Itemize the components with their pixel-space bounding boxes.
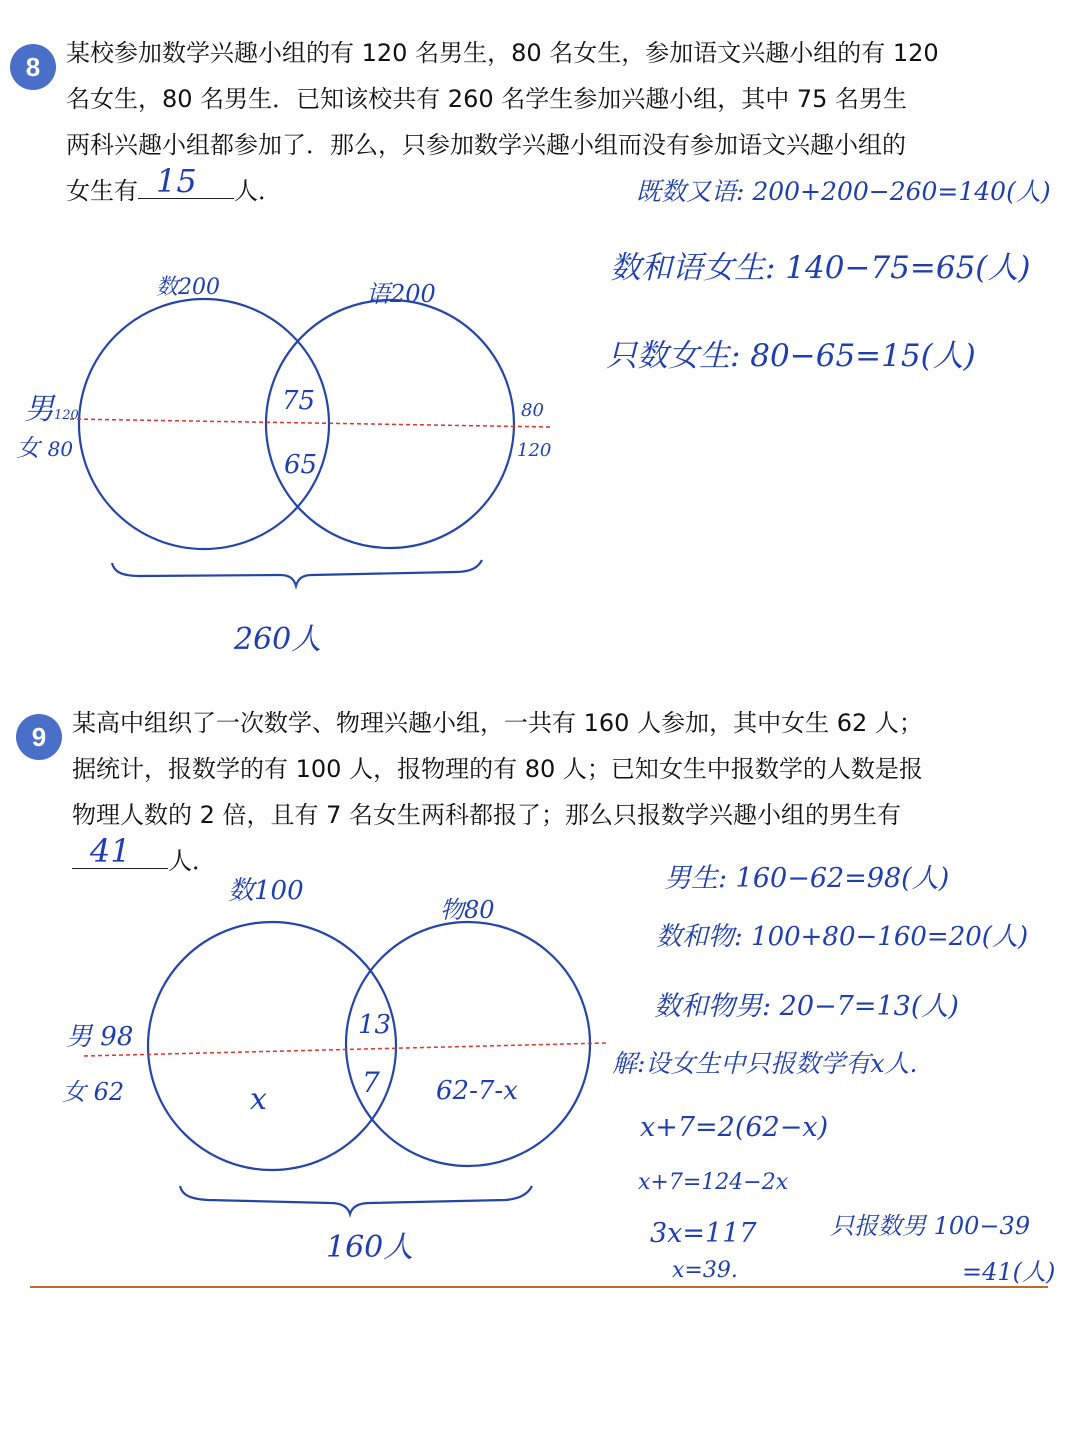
q8-male-right-count: 80 xyxy=(521,400,544,421)
q9-total-brace xyxy=(180,1186,532,1214)
question-8-prefix: 女生有 xyxy=(66,177,138,205)
q8-overlap-female: 65 xyxy=(284,450,318,480)
question-8-answer: 15 xyxy=(156,162,197,200)
q8-math-label: 数200 xyxy=(156,275,220,300)
q8-female-text: 女 xyxy=(16,434,40,462)
q8-overlap-male: 75 xyxy=(282,386,316,416)
q9-male-text: 男 xyxy=(66,1022,93,1052)
q9-male-label xyxy=(66,1016,133,1053)
question-8-line-3: 两科兴趣小组都参加了．那么，只参加数学兴趣小组而没有参加语文兴趣小组的 xyxy=(66,131,906,159)
q9-math-only-female: x xyxy=(250,1082,267,1117)
q9-work-line-9: 只报数男 100−39 xyxy=(830,1212,1031,1240)
question-8-line-2: 名女生，80 名男生．已知该校共有 260 名学生参加兴趣小组，其中 75 名男生 xyxy=(66,85,908,113)
question-9-line-1: 某高中组织了一次数学、物理兴趣小组，一共有 160 人参加，其中女生 62 人； xyxy=(72,709,923,737)
q9-overlap-male: 13 xyxy=(358,1010,392,1040)
q9-math-circle xyxy=(148,922,396,1170)
question-8-suffix: 人． xyxy=(234,177,282,205)
q8-female-right-count: 120 xyxy=(517,440,552,461)
q9-work-line-5: x+7=2(62−x) xyxy=(640,1112,829,1143)
q8-work-line-2: 数和语女生: 140−75=65(人) xyxy=(610,250,1031,286)
q8-male-left-count: 120 xyxy=(54,408,79,423)
q9-work-line-3: 数和物男: 20−7=13(人) xyxy=(654,991,959,1022)
q9-work-line-6: x+7=124−2x xyxy=(638,1170,789,1195)
q8-work-line-3: 只数女生: 80−65=15(人) xyxy=(606,338,976,374)
q9-math-label: 数100 xyxy=(228,876,304,906)
q9-overlap-female: 7 xyxy=(362,1066,380,1099)
q9-female-count: 62 xyxy=(93,1078,125,1106)
question-9-suffix: 人． xyxy=(168,847,216,875)
q8-male-text: 男 xyxy=(24,392,54,427)
q9-work-line-1: 男生: 160−62=98(人) xyxy=(664,863,950,894)
q9-male-count: 98 xyxy=(100,1022,134,1052)
q8-chinese-label: 语200 xyxy=(366,280,436,308)
q9-work-line-10: =41(人) xyxy=(962,1258,1056,1286)
question-9-line-3: 物理人数的 2 倍，且有 7 名女生两科都报了；那么只报数学兴趣小组的男生有 xyxy=(72,801,902,829)
question-8-badge: 8 xyxy=(10,44,56,90)
question-9-answer: 41 xyxy=(90,832,131,870)
q9-female-label xyxy=(62,1072,124,1107)
q9-work-line-7: 3x=117 xyxy=(650,1218,757,1249)
q9-total-label: 160人 xyxy=(326,1230,414,1265)
q9-work-line-2: 数和物: 100+80−160=20(人) xyxy=(656,922,1029,952)
q8-female-left-count: 80 xyxy=(47,437,74,461)
q8-total-label: 260人 xyxy=(234,622,322,657)
q9-work-line-8: x=39. xyxy=(672,1258,738,1283)
q9-physics-only-female: 62-7-x xyxy=(436,1076,518,1106)
q9-work-line-4: 解:设女生中只报数学有x人. xyxy=(612,1049,918,1078)
question-9-line-2: 据统计，报数学的有 100 人，报物理的有 80 人；已知女生中报数学的人数是报 xyxy=(72,755,923,783)
q9-female-text: 女 xyxy=(62,1078,86,1106)
q9-physics-label: 物80 xyxy=(440,896,495,924)
question-8-line-1: 某校参加数学兴趣小组的有 120 名男生，80 名女生，参加语文兴趣小组的有 120 xyxy=(66,39,939,67)
q8-work-line-1: 既数又语: 200+200−260=140(人) xyxy=(636,177,1051,206)
question-9-badge: 9 xyxy=(16,714,62,760)
